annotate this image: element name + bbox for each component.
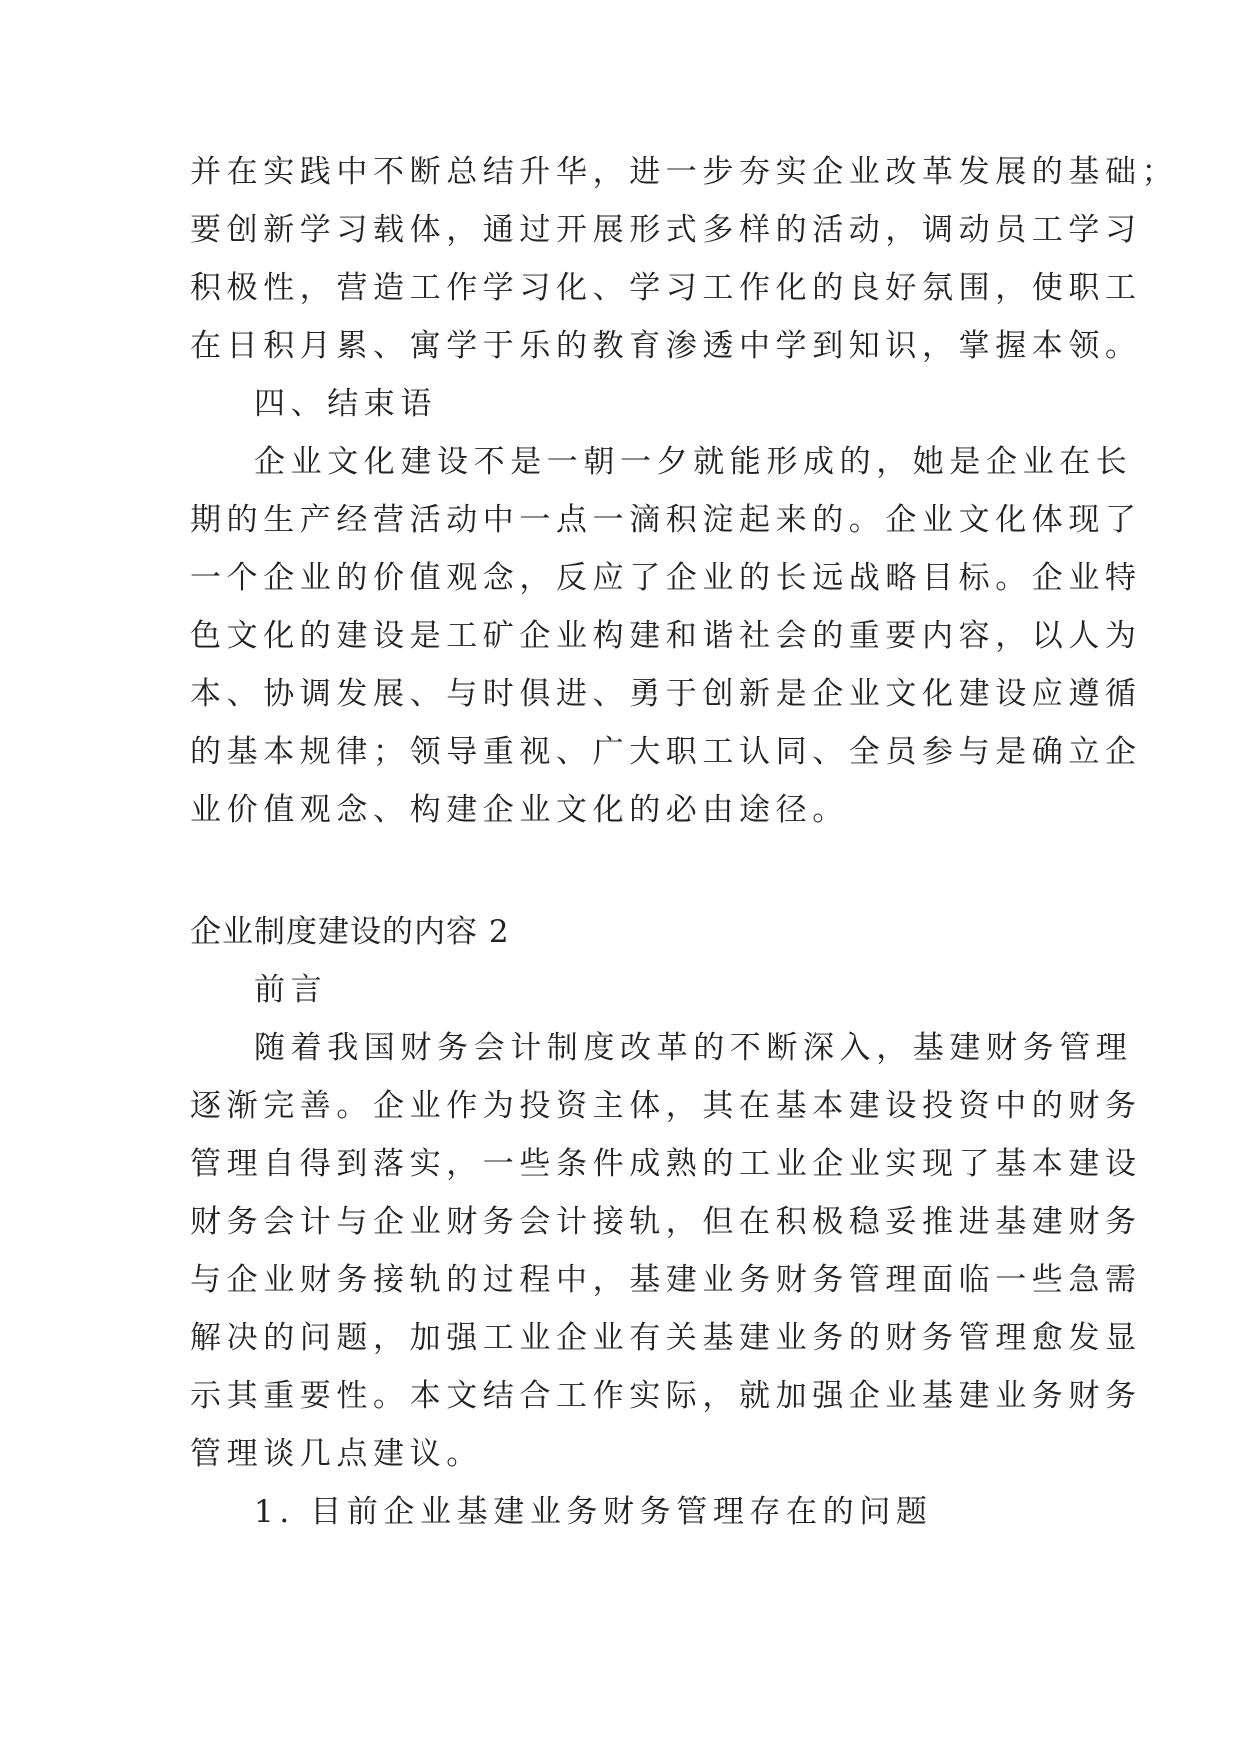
article-title: 企业制度建设的内容 2 bbox=[190, 914, 510, 950]
body-text-line: 管理自得到落实，一些条件成熟的工业企业实现了基本建设 bbox=[190, 1146, 1142, 1182]
section-heading-problems: 1. 目前企业基建业务财务管理存在的问题 bbox=[254, 1494, 933, 1530]
body-text-line: 与企业财务接轨的过程中，基建业务财务管理面临一些急需 bbox=[190, 1262, 1142, 1298]
body-text-line: 并在实践中不断总结升华，进一步夯实企业改革发展的基础； bbox=[190, 154, 1179, 190]
body-text-line: 的基本规律；领导重视、广大职工认同、全员参与是确立企 bbox=[190, 734, 1142, 770]
body-text-line: 示其重要性。本文结合工作实际，就加强企业基建业务财务 bbox=[190, 1378, 1142, 1414]
body-text-line: 期的生产经营活动中一点一滴积淀起来的。企业文化体现了 bbox=[190, 502, 1142, 538]
body-text-line: 色文化的建设是工矿企业构建和谐社会的重要内容，以人为 bbox=[190, 618, 1142, 654]
body-text-line: 随着我国财务会计制度改革的不断深入，基建财务管理 bbox=[254, 1030, 1133, 1066]
preface-heading: 前言 bbox=[254, 972, 328, 1008]
body-text-line: 积极性，营造工作学习化、学习工作化的良好氛围，使职工 bbox=[190, 270, 1142, 306]
body-text-line: 本、协调发展、与时俱进、勇于创新是企业文化建设应遵循 bbox=[190, 676, 1142, 712]
body-text-line: 管理谈几点建议。 bbox=[190, 1436, 483, 1472]
body-text-line: 在日积月累、寓学于乐的教育渗透中学到知识，掌握本领。 bbox=[190, 328, 1142, 364]
body-text-line: 逐渐完善。企业作为投资主体，其在基本建设投资中的财务 bbox=[190, 1088, 1142, 1124]
body-text-line: 企业文化建设不是一朝一夕就能形成的，她是企业在长 bbox=[254, 444, 1133, 480]
body-text-line: 一个企业的价值观念，反应了企业的长远战略目标。企业特 bbox=[190, 560, 1142, 596]
body-text-line: 业价值观念、构建企业文化的必由途径。 bbox=[190, 792, 849, 828]
body-text-line: 要创新学习载体，通过开展形式多样的活动，调动员工学习 bbox=[190, 212, 1142, 248]
section-heading-conclusion: 四、结束语 bbox=[254, 386, 437, 422]
body-text-line: 解决的问题，加强工业企业有关基建业务的财务管理愈发显 bbox=[190, 1320, 1142, 1356]
body-text-line: 财务会计与企业财务会计接轨，但在积极稳妥推进基建财务 bbox=[190, 1204, 1142, 1240]
